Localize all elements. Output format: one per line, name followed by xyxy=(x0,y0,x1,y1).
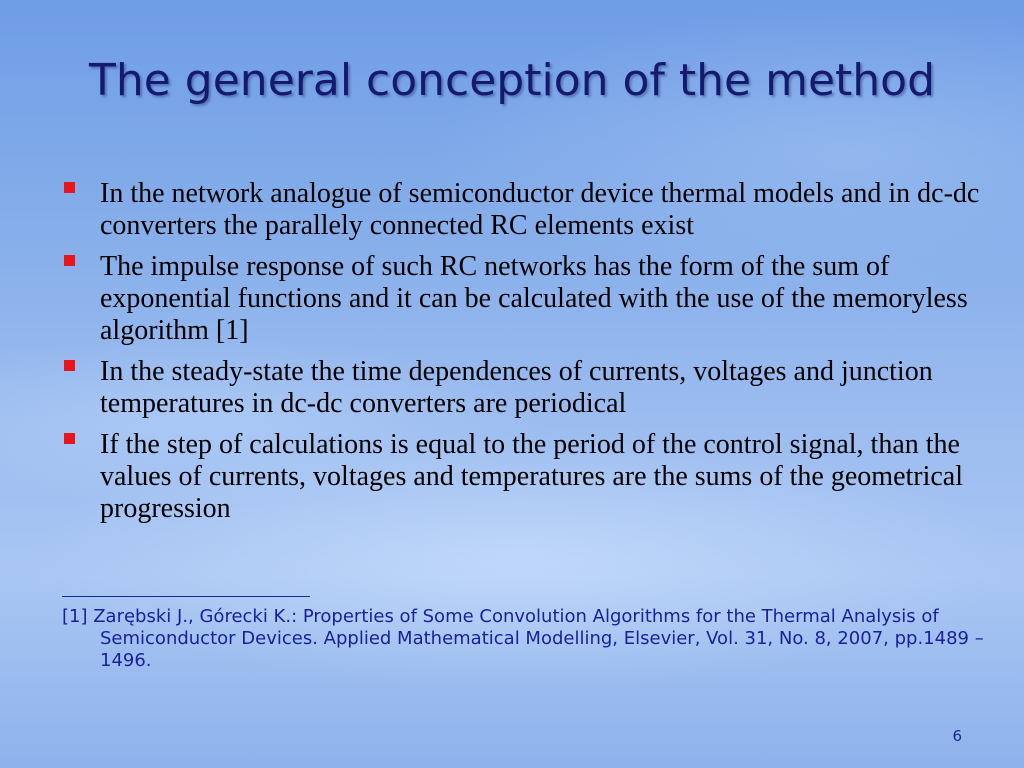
footnote-divider xyxy=(62,596,310,597)
bullet-text: If the step of calculations is equal to the period of the control signal, than the values of currents, voltages and temperatures are the sums of the geometrical progression xyxy=(100,429,964,524)
bullet-text: In the steady-state the time dependences of currents, voltages and junction temperatures in dc-dc converters are periodical xyxy=(100,356,933,419)
bullet-text: The impulse response of such RC networks has the form of the sum of exponential functions and it can be calculated with the use of the memoryless algorithm [1] xyxy=(100,251,968,346)
bullet-item xyxy=(60,251,980,347)
bullet-text: In the network analogue of semiconductor device thermal models and in dc-dc converters the parallely connected RC elements exist xyxy=(100,178,980,241)
square-bullet-icon xyxy=(64,182,75,193)
bullet-item xyxy=(60,178,980,242)
square-bullet-icon xyxy=(64,255,75,266)
bullet-list xyxy=(60,178,980,534)
square-bullet-icon xyxy=(64,360,75,371)
slide-title: The general conception of the method xyxy=(88,55,935,106)
bullet-item xyxy=(60,429,980,525)
page-number: 6 xyxy=(952,727,962,745)
bullet-item xyxy=(60,356,980,420)
square-bullet-icon xyxy=(64,433,75,444)
footnote-reference: [1] Zarębski J., Górecki K.: Properties of Some Convolution Algorithms for the Thermal Analysis of Semiconductor Devices. Applied Mathematical Modelling, Elsevier, Vol. 31, No. 8, 2007, pp.1489 – 1496. xyxy=(62,606,984,671)
